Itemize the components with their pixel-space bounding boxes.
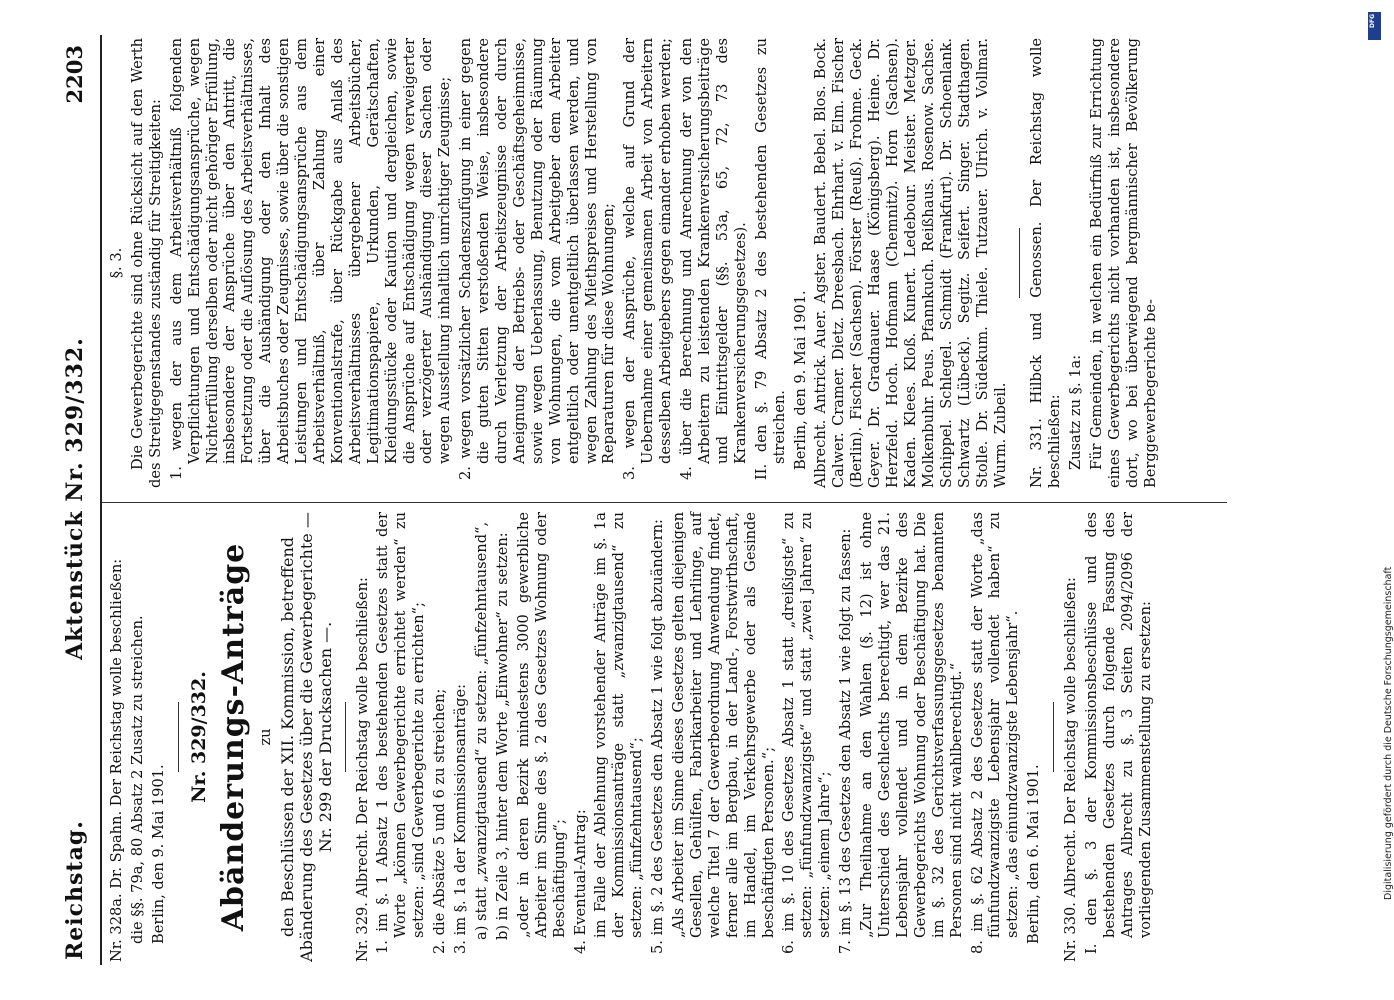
header-center: Aktenstück Nr. 329/332. [62,337,88,660]
list-item: 7. im §. 13 des Gesetzes den Absatz 1 wie folgt zu fassen: [837,528,855,954]
separator [345,702,346,772]
list-item: 1. wegen der aus dem Arbeitsverhältniß folgenden Verpflichtungen und Entschädigungsansprüche, wegen Nichterfüllung derselben oder nicht gehöriger Erfüllung, insbesondere der Ansprüche über den Antritt, die Fortsetzung oder die Auflösung des Arbeitsverhältnisses, über die Aushändigung oder den Inhalt des Arbeitsbuches oder Zeugnisses, sowie über die sonstigen Leistungen und Entschädigungsansprüche aus dem Arbeitsverhältniß, über Zahlung einer Konventionalstrafe, über Rückgabe aus Anlaß des Arbeitsverhältnisses übergebener Arbeitsbücher, Legitimationspapiere, Urkunden, Gerätschaften, Kleidungsstücke oder Kaution und dergleichen, sowie die Ansprüche auf Entschädigung wegen verweigerter oder verzögerter Aushändigung dieser Sachen oder wegen Ausstellung inhaltlich unrichtiger Zeugnisse; [167,38,454,480]
p330-body: I. den §. 3 der Kommissionsbeschlüsse und des bestehenden Gesetzes durch folgende Fassung des Antrages Albrecht zu §. 3 Seiten 2094/2096 der vorliegenden Zusammenstellung zu ersetzen: [1083,512,1154,954]
list-item: 2. die Absätze 5 und 6 zu streichen; [431,688,449,954]
p331-body: Für Gemeinden, in welchen ein Bedürfniß zur Errichtung eines Gewerbegerichts nicht vorhanden ist, insbesondere dort, wo bei überwiegend bergmännischer Bevölkerung Berggewerbegerichte be- [1088,38,1159,488]
digitization-note: Digitalisierung gefördert durch die Deutsche Forschungsgemeinschaft [1383,566,1394,900]
part-ii: II. den §. 79 Absatz 2 des bestehenden Gesetzes zu streichen. [752,38,788,480]
list-item: 2. wegen vorsätzlicher Schadenszufügung in einer gegen die guten Sitten verstoßenden Weise, insbesondere durch Verletzung der Arbeitszeugnisse oder durch Aneignung der Betriebs- oder Geschäftsgeheimnisse, sowie wegen Ueberlassung, Benutzung oder Räumung von Wohnungen, die vom Arbeitgeber dem Arbeiter entgeltlich oder unentgeltlich überlassen werden, und wegen Zahlung des Miethspreises und Herstellung von Reparaturen für diese Wohnungen; [457,38,618,480]
signatories: Albrecht. Antrick. Auer. Agster. Baudert. Bebel. Blos. Bock. Calwer. Cramer. Dietz. Dreesbach. Ehrhart. v. Elm. Fischer (Berlin). Fischer (Sachsen). Förster (Reuß). Frohme. Geck. Geyer. Dr. Gradnauer. Haase (Königsberg). Heine. Dr. Herzfeld. Hoch. Hofmann (Chemnitz). Horn (Sachsen). Kaden. Klees. Kloß. Kunert. Ledebour. Meister. Metzger. Molkenbuhr. Peus. Pfannkuch. Reißhaus. Rosenow. Sachse. Schippel. Schlegel. Schmidt (Frankfurt). Dr. Schoenlank. Schwartz (Lübeck). Segitz. Seifert. Singer. Stadthagen. Stolle. Dr. Südekum. Thiele. Tutzauer. Ulrich. v. Vollmar. Wurm. Zubeil. [812,38,1009,488]
heading-title: Abänderungs-Anträge [215,542,251,932]
section-title: §. 3. [108,247,125,279]
p328a-body: die §§. 79a, 80 Absatz 2 Zusatz zu streichen. [128,615,146,944]
list-item: 1. im §. 1 Absatz 1 des bestehenden Gesetzes statt der Worte „können Gewerbegerichte errichtet werden“ zu setzen: „sind Gewerbegerichte zu errichten“; [374,512,428,954]
p328a-date: Berlin, den 9. Mai 1901. [149,764,167,944]
section-intro: Die Gewerbegerichte sind ohne Rücksicht auf den Werth des Streitgegenstandes zuständig für Streitigkeiten: [128,38,164,488]
quote: im Falle der Ablehnung vorstehender Anträge im §. 1a der Kommissionsanträge statt „zwanzigtausend“ zu setzen: „fünfzehntausend“; [592,512,646,938]
heading-number: Nr. 329/332. [187,671,210,803]
column-divider [102,502,1227,503]
p331-intro: Nr. 331. Hilbck und Genossen. Der Reichstag wolle beschließen: [1028,38,1064,488]
list-item: 4. Eventual-Antrag: [571,809,589,954]
list-item: 3. wegen der Ansprüche, welche auf Grund der Uebernahme einer gemeinsamen Arbeit von Arbeitern desselben Arbeitgebers gegen einander erhoben werden; [621,38,675,480]
date-line: Berlin, den 9. Mai 1901. [791,290,809,470]
list-item: 5. im §. 2 des Gesetzes den Absatz 1 wie folgt abzuändern: [649,519,667,954]
dfg-logo-text: DFG [1369,14,1376,29]
list-subitem: a) statt „zwanzigtausend“ zu setzen: „fünfzehntausend“, [472,521,490,940]
list-item: 6. im §. 10 des Gesetzes Absatz 1 statt „dreißigste“ zu setzen: „fünfundzwanzigste“ und statt „zwei Jahren“ zu setzen: „einem Jahre“; [780,512,834,954]
p328a-intro: Nr. 328a. Dr. Spahn. Der Reichstag wolle beschließen: [108,558,125,962]
p329-intro: Nr. 329. Albrecht. Der Reichstag wolle beschließen: [353,577,371,962]
quote: „Zur Theilnahme an den Wahlen (§. 12) ist ohne Unterschied des Geschlechts berechtigt, wer das 21. Lebensjahr vollendet und in dem Bezirke des Gewerbegerichts Wohnung oder Beschäftigung hat. Die im §. 32 des Gerichtsverfassungsgesetzes benannten Personen sind nicht wahlberechtigt.“ [858,512,965,938]
list-item: 8. im §. 62 Absatz 2 des Gesetzes statt der Worte „das fünfundzwanzigste Lebensjahr vollendet haben“ zu setzen: „das einundzwanzigste Lebensjahr“. [968,512,1022,954]
quote: „Als Arbeiter im Sinne dieses Gesetzes gelten diejenigen Gesellen, Gehülfen, Fabrikarbeiter und Lehrlinge, auf welche Titel 7 der Gewerbeordnung Anwendung findet, ferner alle im Bergbau, in der Land-, Forstwirthschaft, im Handel, im Verkehrsgewerbe oder als Gesinde beschäftigten Personen.“; [670,512,777,938]
list-subitem: b) in Zeile 3, hinter dem Worte „Einwohner“ zu setzen: [493,532,511,940]
list-item: 4. über die Berechnung und Anrechnung der von den Arbeitern zu leistenden Krankenversicherungsbeiträge und Eintrittsgelder (§§. 53a, 65, 72, 73 des Krankenversicherungsgesetzes). [678,38,749,480]
p331-zusatz: Zusatz zu §. 1a: [1067,354,1085,470]
left-column [108,512,1158,962]
separator [1053,702,1054,772]
running-header [62,45,102,960]
page-number: 2203 [62,45,87,104]
quote: „oder in deren Bezirk mindestens 3000 gewerbliche Arbeiter im Sinne des §. 2 des Gesetzes Wohnung oder Beschäftigung“; [514,512,568,938]
heading-sub: den Beschlüssen der XII. Kommission, betreffend Abänderung des Gesetzes über die Gewerbegerichte — Nr. 299 der Drucksachen —. [277,512,335,962]
p329-date: Berlin, den 6. Mai 1901. [1025,764,1043,944]
right-column [108,38,1163,488]
dfg-logo [1368,12,1381,40]
list-item: 3. im §. 1a der Kommissionsanträge: [452,684,470,954]
separator [1019,228,1020,298]
p330-intro: Nr. 330. Albrecht. Der Reichstag wolle beschließen: [1062,577,1080,962]
header-rule [100,35,102,965]
heading-zu: zu [256,728,274,746]
header-left: Reichstag. [62,820,88,960]
separator [178,702,179,772]
